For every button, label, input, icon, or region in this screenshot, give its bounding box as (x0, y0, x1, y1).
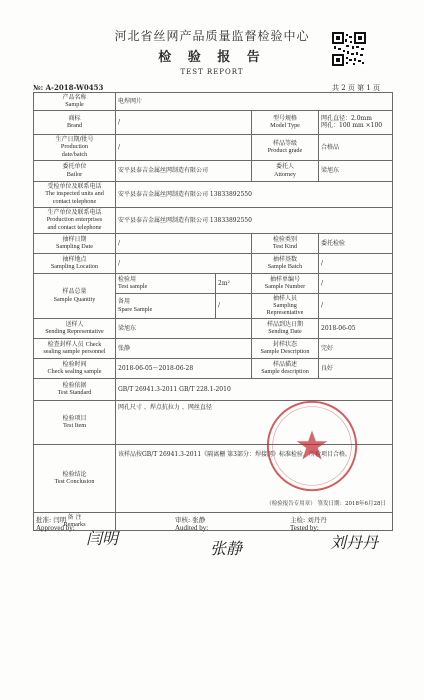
label-inspected-units: 受检单位及联系电话 The inspected units and contact telephone (34, 181, 116, 207)
report-title-en: TEST REPORT (180, 68, 244, 76)
value-production-date: / (116, 134, 252, 160)
label-sample-description: 样品描述 Sample description (252, 358, 319, 378)
table-row (34, 273, 393, 293)
label-sending-rep: 送样人 Sending Representative (34, 318, 116, 338)
value-test-kind: 委托检验 (319, 233, 393, 253)
label-product-grade: 样品等级 Product grade (252, 134, 319, 160)
label-bailor: 委托单位 Bailor (34, 160, 116, 181)
label-check-time: 检验时间 Check sealing sample (34, 358, 116, 378)
value-brand: / (116, 110, 252, 134)
conclusion-text: 该样品按GB/T 26941.3-2011《隔离栅 第3部分：焊接网》标准检验，所检项目合格。 (118, 450, 351, 458)
label-sampling-location: 抽样地点 Sampling Location (34, 253, 116, 273)
table-row (34, 378, 393, 400)
value-check-personnel: 张静 (116, 338, 252, 358)
label-test-conclusion: 检验结论 Test Conclusion (34, 444, 116, 512)
tested-name: 刘丹丹 (307, 516, 327, 524)
organization-name: 河北省丝网产品质量监督检验中心 (114, 29, 310, 43)
value-sending-date: 2018-06-05 (319, 318, 393, 338)
audited-by-block: 审核: 张静 Audited by: (175, 516, 209, 532)
value-production-enterprises: 安平县泰吉金属丝网制造有限公司 13833892550 (116, 207, 393, 233)
label-production-date: 生产日期/批号 Production date/batch (34, 134, 116, 160)
tested-by-block: 主检: 刘丹丹 Tested by: (290, 516, 327, 532)
table-row (34, 93, 393, 111)
issue-date: （检验报告专用章） 签发日期：2018年6月28日 (266, 501, 387, 508)
approved-signature: 闫明 (86, 529, 119, 548)
label-product-name: 产品名称 Sample (34, 93, 116, 111)
table-row (34, 338, 393, 358)
value-spare-sample: / (216, 293, 252, 318)
qr-code-icon (332, 32, 366, 66)
table-row (34, 160, 393, 181)
inspection-seal-stamp (264, 398, 360, 494)
page-indicator: 共 2 页 第 1 页 (332, 84, 381, 92)
label-sending-date: 样品到达日期 Sending Date (252, 318, 319, 338)
label-remarks: 备 注 Remarks (34, 512, 116, 530)
label-model: 型号规格 Model Type (252, 110, 319, 134)
label-sample-batch: 抽样基数 Sample Batch (252, 253, 319, 273)
value-test-sample: 2m² (216, 273, 252, 293)
value-sampling-location: / (116, 253, 252, 273)
audited-signature: 张静 (210, 539, 243, 558)
value-remarks (116, 512, 393, 530)
table-row (34, 134, 393, 160)
report-title: 检 验 报 告 (158, 50, 266, 65)
table-row (34, 110, 393, 134)
tested-signature: 刘丹丹 (330, 533, 379, 552)
value-test-standard: GB/T 26941.3-2011 GB/T 228.1-2010 (116, 378, 393, 400)
label-brand: 商标 Brand (34, 110, 116, 134)
label-test-item: 检验项目 Test Item (34, 400, 116, 444)
label-test-sample: 检验用 Test sample (116, 273, 216, 293)
value-product-name: 电焊网片 (116, 93, 393, 111)
value-inspected-units: 安平县泰吉金属丝网制造有限公司 13833892550 (116, 181, 393, 207)
value-test-item: 网孔尺寸 、焊点抗拉力 、网丝直径 (116, 400, 393, 444)
label-sample-number: 抽样单编号 Sample Number (252, 273, 319, 293)
table-row (34, 207, 393, 233)
table-row (34, 358, 393, 378)
value-sample-state: 完好 (319, 338, 393, 358)
value-attorney: 梁旭东 (319, 160, 393, 181)
label-test-standard: 检验依据 Test Standard (34, 378, 116, 400)
value-check-time: 2018-06-05～2018-06-28 (116, 358, 252, 378)
value-sampling-rep: / (319, 293, 393, 318)
label-test-kind: 检验类别 Test Kind (252, 233, 319, 253)
label-spare-sample: 备用 Spare Sample (116, 293, 216, 318)
value-sample-number: / (319, 273, 393, 293)
label-sample-quantity: 样品总量 Sample Quantity (34, 273, 116, 318)
report-number: №: A-2018-W0453 (33, 83, 104, 92)
value-product-grade: 合格品 (319, 134, 393, 160)
table-row (34, 233, 393, 253)
label-sampling-rep: 抽样人员 Sampling Representative (252, 293, 319, 318)
value-sample-description: 良好 (319, 358, 393, 378)
audited-name: 张静 (192, 516, 206, 524)
approved-by-block: 批准: 闫明 Approved by: (36, 516, 75, 532)
value-sample-batch: / (319, 253, 393, 273)
approved-name: 闫明 (53, 516, 67, 524)
label-attorney: 委托人 Attorney (252, 160, 319, 181)
table-row (34, 318, 393, 338)
value-sampling-date: / (116, 233, 252, 253)
label-production-enterprises: 生产单位及联系电话 Production enterprises and contact telephone (34, 207, 116, 233)
table-row (34, 253, 393, 273)
value-model: 网孔直径：2.0mm 网孔：100 mm ×100 (319, 110, 393, 134)
value-bailor: 安平县泰吉金属丝网制造有限公司 (116, 160, 252, 181)
table-row (34, 181, 393, 207)
label-sampling-date: 抽样日期 Sampling Date (34, 233, 116, 253)
label-check-personnel: 检查封样人员 Check sealing sample personnel (34, 338, 116, 358)
label-sample-state: 封样状态 Sample Description (252, 338, 319, 358)
value-sending-rep: 梁旭东 (116, 318, 252, 338)
